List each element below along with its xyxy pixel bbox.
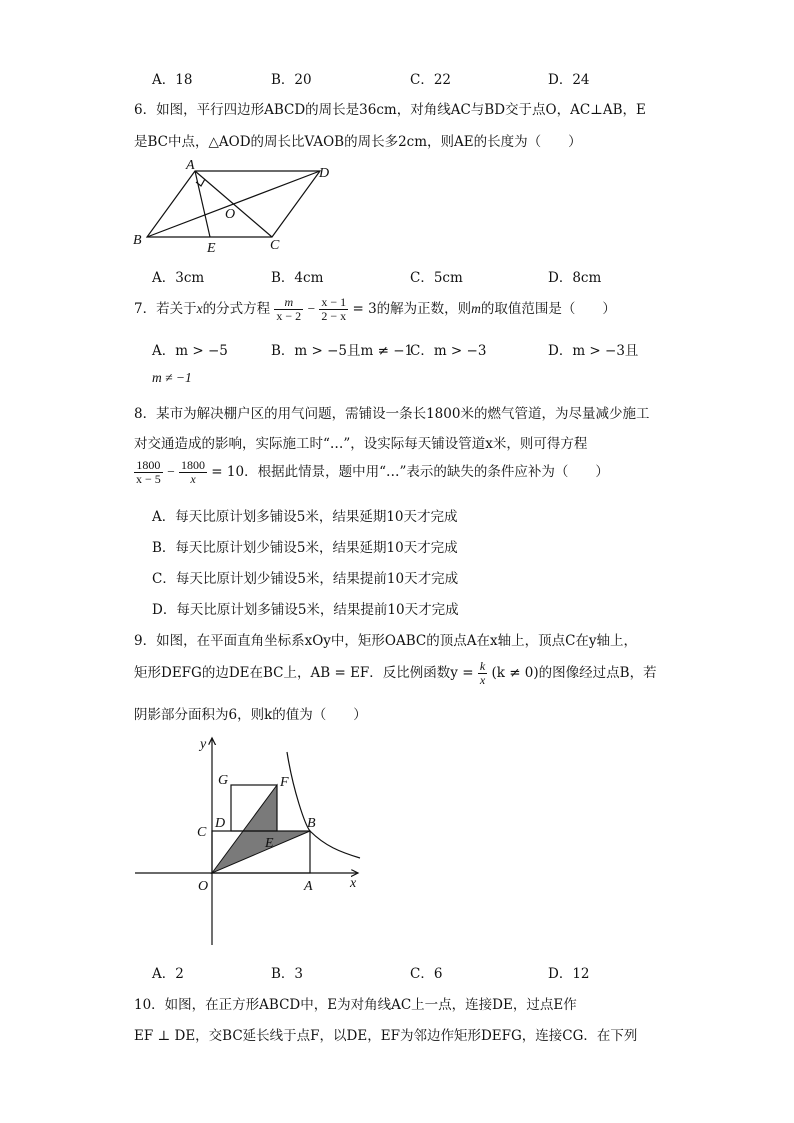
q6-stem-line2: 是BC中点，△AOD的周长比VAOB的周长多2cm，则AE的长度为（ ） xyxy=(134,134,582,150)
q6-option-c: C．5cm xyxy=(410,270,463,286)
q6-segment-ae xyxy=(195,171,210,237)
q7-stem xyxy=(134,296,616,323)
q8-option-c: C．每天比原计划少铺设5米，结果提前10天才完成 xyxy=(152,571,459,587)
q6-label-a: A xyxy=(186,158,195,173)
q5-option-d: D．24 xyxy=(548,72,590,88)
q8-option-b: B．每天比原计划少铺设5米，结果延期10天才完成 xyxy=(152,540,458,556)
q8-minus: − xyxy=(167,464,175,479)
q9-label-e: E xyxy=(265,836,274,851)
q5-option-a: A．18 xyxy=(152,72,193,88)
q9-stem-line1: 9．如图，在平面直角坐标系xOy中，矩形OABC的顶点A在x轴上，顶点C在y轴上， xyxy=(134,633,638,649)
q6-parallelogram-figure xyxy=(130,155,350,255)
q7-mid: 的分式方程 xyxy=(202,301,271,317)
q9-option-c: C．6 xyxy=(410,966,443,982)
q9-line2-b: (k ≠ 0)的图像经过点B，若 xyxy=(491,665,657,681)
q9-option-d: D．12 xyxy=(548,966,590,982)
q9-label-g: G xyxy=(218,773,229,788)
q8-line3-rest: = 10．根据此情景，题中用“…”表示的缺失的条件应补为（ ） xyxy=(211,464,609,480)
q9-stem-line2 xyxy=(134,660,657,687)
q9-line2-a: 矩形DEFG的边DE在BC上，AB = EF．反比例函数y = xyxy=(134,665,474,681)
q7-fraction-1: $\frac{m}{x - 2}$ xyxy=(276,295,302,323)
q9-fraction: $\frac{k}{x}$ xyxy=(479,659,486,687)
q8-fraction-1: $\frac{1800}{x - 5}$ xyxy=(136,458,161,486)
q6-label-c: C xyxy=(270,238,280,253)
q9-hyperbola-curve xyxy=(287,752,360,858)
q6-label-e: E xyxy=(207,241,216,255)
q5-option-b: B．20 xyxy=(271,72,312,88)
q9-label-b: B xyxy=(307,816,316,831)
q6-option-a: A．3cm xyxy=(152,270,205,286)
q6-stem-line1: 6．如图，平行四边形ABCD的周长是36cm，对角线AC与BD交于点O，AC⊥AB，E xyxy=(134,102,646,118)
q9-label-y: y xyxy=(200,737,207,752)
q9-coordinate-figure xyxy=(130,730,380,955)
q7-suffix: 的取值范围是（ ） xyxy=(480,301,616,317)
q7-option-d-continued: m ≠ −1 xyxy=(152,370,192,385)
q9-label-f: F xyxy=(280,775,289,790)
q8-fraction-2: $\frac{1800}{x}$ xyxy=(181,458,205,486)
q9-label-c: C xyxy=(197,825,207,840)
q10-stem-line2: EF ⊥ DE，交BC延长线于点F，以DE，EF为邻边作矩形DEFG，连接CG．在下列 xyxy=(134,1028,638,1044)
q9-label-o: O xyxy=(198,879,209,894)
q7-option-a: A．m > −5 xyxy=(152,343,228,359)
q9-stem-line3: 阴影部分面积为6，则k的值为（ ） xyxy=(134,707,367,723)
q9-shaded-region xyxy=(212,785,310,873)
q6-label-d: D xyxy=(319,166,330,181)
q7-var-x: x xyxy=(196,301,203,316)
q8-option-a: A．每天比原计划多铺设5米，结果延期10天才完成 xyxy=(152,509,458,525)
q9-option-a: A．2 xyxy=(152,966,184,982)
q7-fraction-2: $\frac{x - 1}{2 - x}$ xyxy=(321,295,347,323)
q9-label-d: D xyxy=(215,816,226,831)
q7-prefix: 7．若关于 xyxy=(134,301,197,317)
q7-var-m: m xyxy=(471,301,481,316)
q8-option-d: D．每天比原计划多铺设5米，结果提前10天才完成 xyxy=(152,602,459,618)
q7-option-d: D．m > −3且 xyxy=(548,343,639,359)
q10-stem-line1: 10．如图，在正方形ABCD中，E为对角线AC上一点，连接DE，过点E作 xyxy=(134,997,577,1013)
q6-diagonal-bd xyxy=(147,171,320,237)
q8-stem-line1: 8．某市为解决棚户区的用气问题，需铺设一条长1800米的燃气管道，为尽量减少施工 xyxy=(134,406,650,422)
q7-option-c: C．m > −3 xyxy=(410,343,487,359)
q6-label-o: O xyxy=(225,207,236,222)
q8-stem-line3 xyxy=(134,459,609,486)
q9-label-x: x xyxy=(350,876,357,891)
q6-label-b: B xyxy=(133,233,142,248)
q6-option-b: B．4cm xyxy=(271,270,324,286)
q9-option-b: B．3 xyxy=(271,966,304,982)
q8-stem-line2: 对交通造成的影响，实际施工时“…”，设实际每天铺设管道x米，则可得方程 xyxy=(134,436,588,452)
q5-option-c: C．22 xyxy=(410,72,452,88)
q7-option-b: B．m > −5且m ≠ −1 xyxy=(271,343,414,359)
q6-option-d: D．8cm xyxy=(548,270,602,286)
q9-label-a: A xyxy=(304,879,313,894)
q7-rhs: = 3的解为正数，则 xyxy=(352,301,472,317)
q7-minus: − xyxy=(307,301,316,316)
